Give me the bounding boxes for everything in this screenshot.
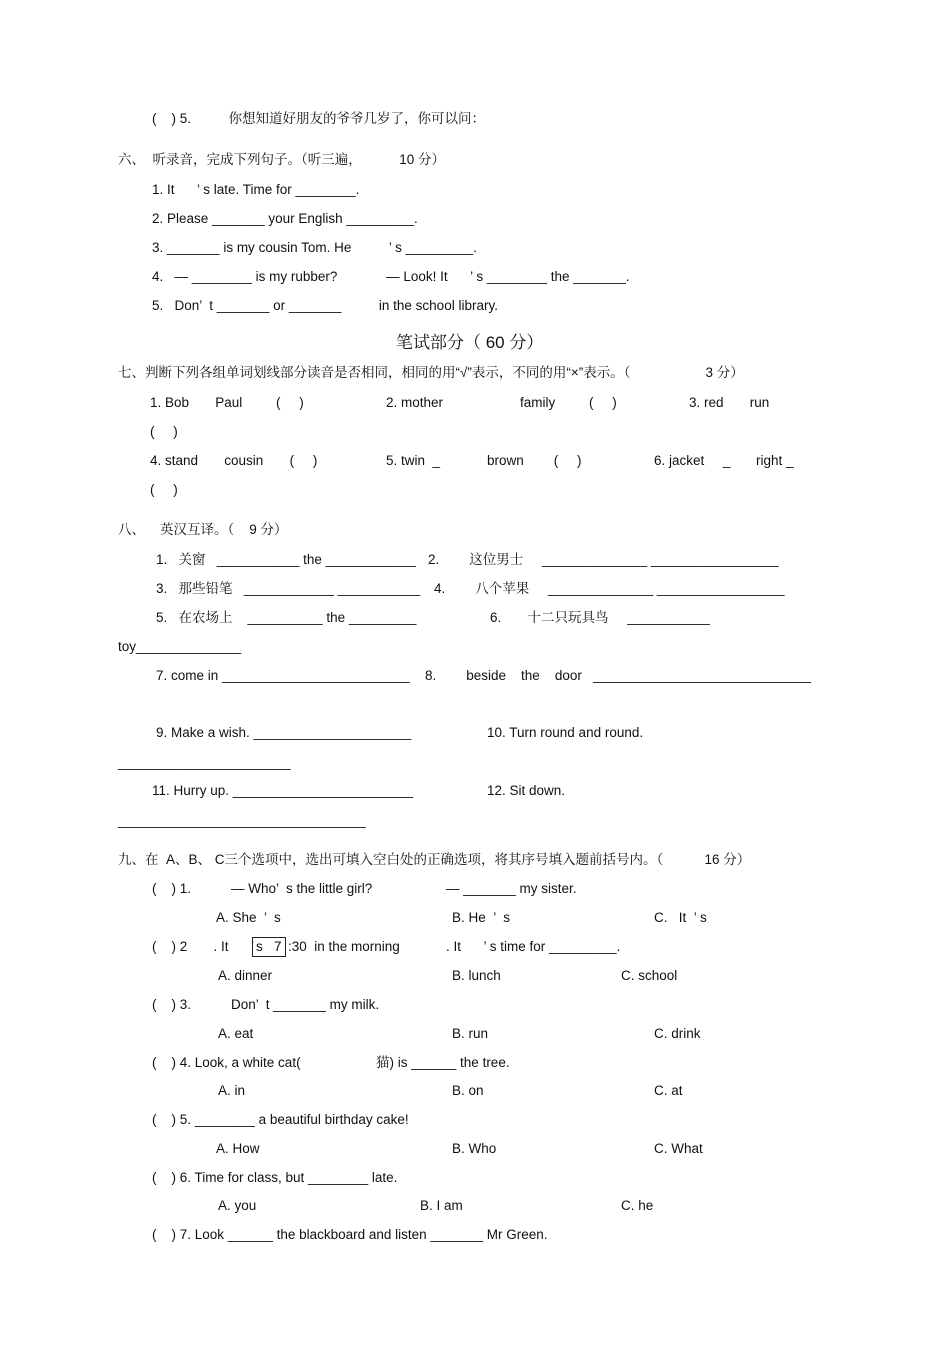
phonics-item-5-word-2: brown ( ) (487, 453, 582, 468)
choice-q6-question: ( ) 6. Time for class, but ________ late. (152, 1170, 398, 1185)
phonics-item-5-word-1: 5. twin _ (386, 453, 441, 468)
q5-situation-question: ( ) 5. 你想知道好朋友的爷爷几岁了，你可以问： (152, 111, 486, 126)
choice-q2-question: . It ’ s time for _________. (446, 939, 621, 954)
translate-item-3: 3. 那些铅笔 ____________ ___________ (156, 581, 421, 596)
phonics-item-2-word-1: 2. mother (386, 395, 444, 410)
choice-q7-question: ( ) 7. Look ______ the blackboard and listen _______ Mr Green. (152, 1227, 548, 1242)
phonics-item-6-bracket: ( ) (150, 482, 178, 497)
choice-q1-option-b: B. He ’ s (452, 910, 511, 925)
choice-q3-question: Don’ t _______ my milk. (231, 997, 380, 1012)
phonics-item-3: 3. red run (689, 395, 770, 410)
listening-item-3: 3. _______ is my cousin Tom. He ’ s _________. (152, 240, 477, 255)
translate-item-4: 4. 八个苹果 ______________ _________________ (434, 581, 785, 596)
listening-item-5: 5. Don’ t _______ or _______ in the school library. (152, 298, 498, 313)
choice-q2-boxed-text: s 7 (252, 937, 286, 957)
choice-q1-question: — Who’ s the little girl? (231, 881, 373, 896)
choice-q6-option-b: B. I am (420, 1198, 463, 1213)
choice-q3-number: ( ) 3. (152, 997, 192, 1012)
phonics-item-3-bracket: ( ) (150, 424, 178, 439)
translate-item-2: 2. 这位男士 ______________ _________________ (428, 552, 779, 567)
choice-q3-option-c: C. drink (654, 1026, 701, 1041)
translate-item-10-line: _______________________ (118, 755, 291, 770)
listening-item-1: 1. It ’ s late. Time for ________. (152, 182, 360, 197)
translate-item-6-cont: toy______________ (118, 639, 242, 654)
translate-item-6: 6. 十二只玩具鸟 ___________ (490, 610, 710, 625)
translate-item-9: 9. Make a wish. _____________________ (156, 725, 412, 740)
listening-item-2: 2. Please _______ your English _________. (152, 211, 418, 226)
translate-item-11: 11. Hurry up. ________________________ (152, 783, 413, 798)
section-6-heading: 六、 听录音，完成下列句子。（听三遍， 10 分） (118, 152, 446, 167)
choice-q1-option-c: C. It ’ s (654, 910, 707, 925)
translate-item-12: 12. Sit down. (487, 783, 566, 798)
phonics-item-6-word-1: 6. jacket _ (654, 453, 731, 468)
written-part-title: 笔试部分（ 60 分） (396, 333, 544, 352)
translate-item-8: 8. beside the door _____________________________ (425, 668, 811, 683)
choice-q4-option-b: B. on (452, 1083, 484, 1098)
choice-q3-option-b: B. run (452, 1026, 489, 1041)
translate-item-7: 7. come in _________________________ (156, 668, 410, 683)
choice-q5-option-b: B. Who (452, 1141, 497, 1156)
choice-q1-option-a: A. She ’ s (216, 910, 281, 925)
phonics-item-2-word-2: family ( ) (520, 395, 617, 410)
section-9-heading: 九、在 A、B、 C三个选项中，选出可填入空白处的正确选项，将其序号填入题前括号内。（ 16 分） (118, 852, 751, 867)
choice-q2-number: ( ) 2 . It ’ (152, 939, 255, 954)
phonics-item-4: 4. stand cousin ( ) (150, 453, 318, 468)
translate-item-1: 1. 关窗 ___________ the ____________ (156, 552, 416, 567)
choice-q2-option-b: B. lunch (452, 968, 501, 983)
choice-q5-option-a: A. How (216, 1141, 260, 1156)
choice-q1-answer-line: — _______ my sister. (446, 881, 577, 896)
translate-item-5: 5. 在农场上 __________ the _________ (156, 610, 417, 625)
section-7-heading: 七、判断下列各组单词划线部分读音是否相同，相同的用“√”表示，不同的用“×”表示。（ 3 分） (118, 365, 744, 380)
phonics-item-1: 1. Bob Paul ( ) (150, 395, 304, 410)
choice-q6-option-a: A. you (218, 1198, 257, 1213)
phonics-item-6-word-2: right _ (756, 453, 794, 468)
choice-q5-question: ( ) 5. ________ a beautiful birthday cake! (152, 1112, 409, 1127)
choice-q3-option-a: A. eat (218, 1026, 254, 1041)
translate-item-12-line: _________________________________ (118, 813, 366, 828)
translate-item-10: 10. Turn round and round. (487, 725, 644, 740)
section-8-heading: 八、 英汉互译。（ 9 分） (118, 522, 288, 537)
choice-q4-option-c: C. at (654, 1083, 683, 1098)
choice-q2-option-c: C. school (621, 968, 678, 983)
choice-q4-question-cont: 猫) is ______ the tree. (376, 1055, 510, 1070)
listening-item-4: 4. — ________ is my rubber? — Look! It ’ s ________ the _______. (152, 269, 630, 284)
choice-q6-option-c: C. he (621, 1198, 654, 1213)
choice-q1-number: ( ) 1. (152, 881, 192, 896)
choice-q2-option-a: A. dinner (218, 968, 273, 983)
choice-q4-question: ( ) 4. Look, a white cat( (152, 1055, 301, 1070)
choice-q5-option-c: C. What (654, 1141, 703, 1156)
choice-q4-option-a: A. in (218, 1083, 246, 1098)
choice-q2-time: :30 in the morning (288, 939, 400, 954)
